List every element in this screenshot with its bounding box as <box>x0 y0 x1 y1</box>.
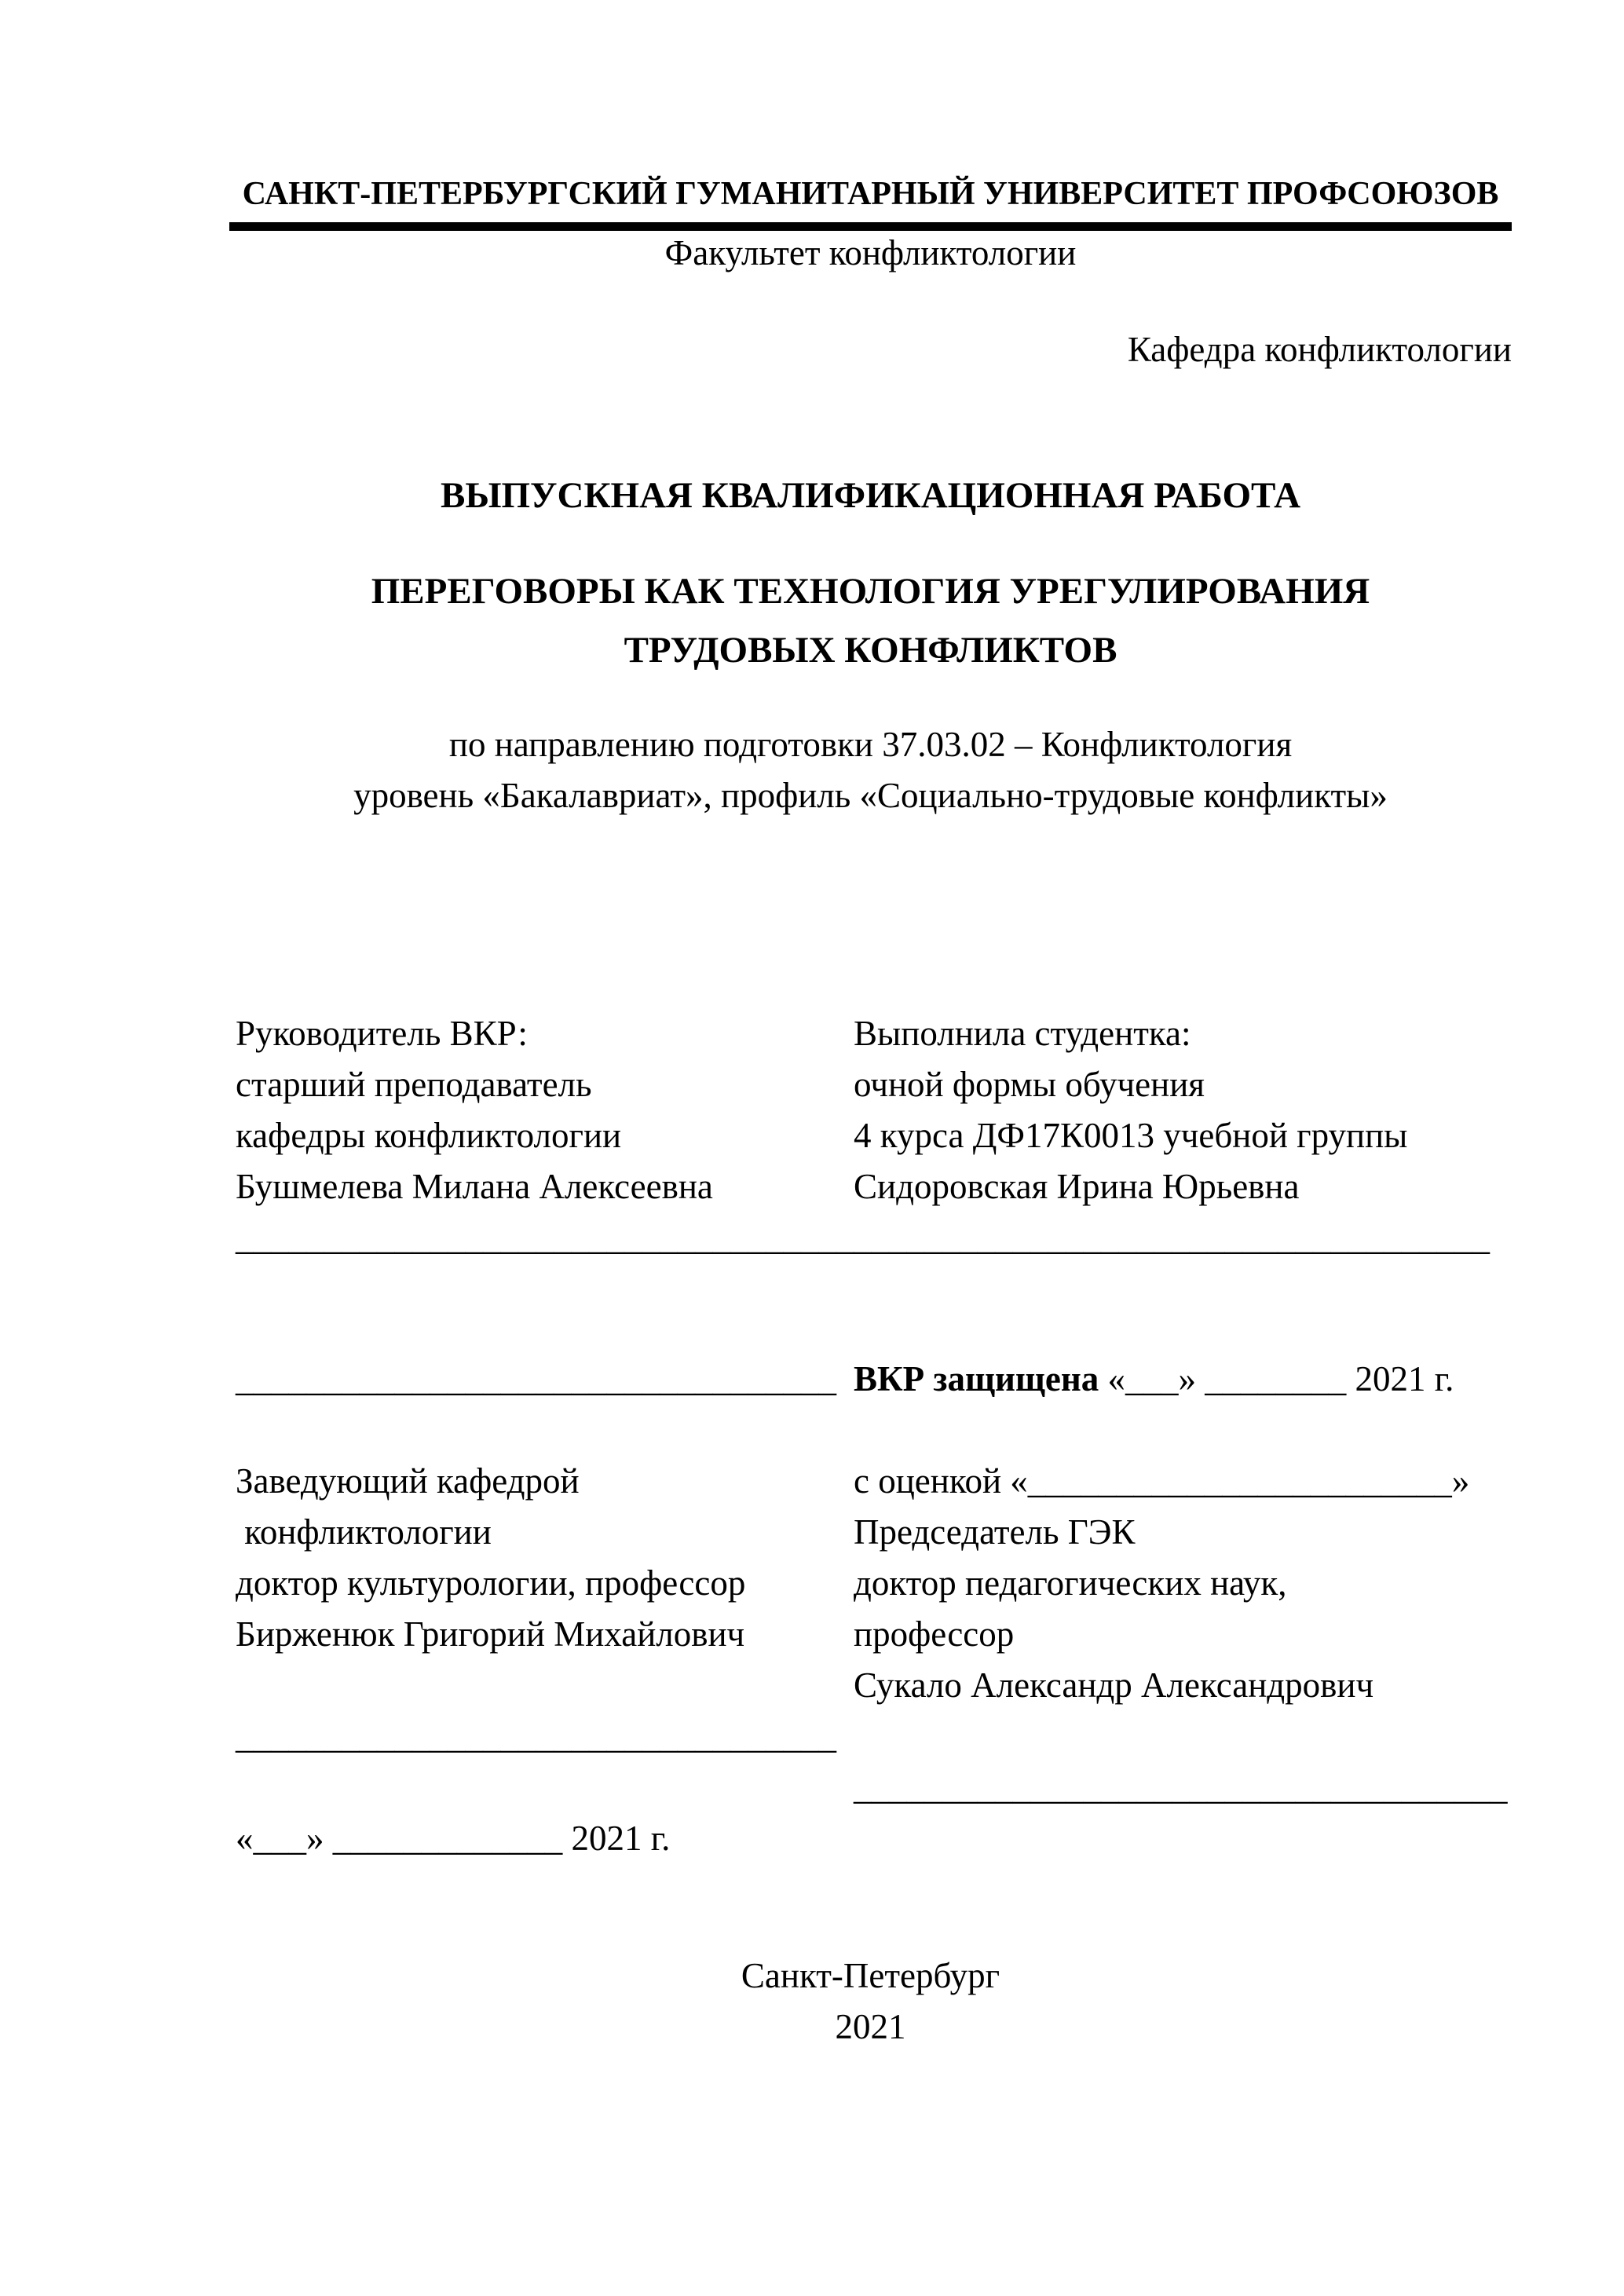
student-heading: Выполнила студентка: <box>854 1014 1191 1053</box>
supervisor-department-line: кафедры конфликтологии <box>236 1116 622 1155</box>
university-name: САНКТ-ПЕТЕРБУРГСКИЙ ГУМАНИТАРНЫЙ УНИВЕРСИТЕТ ПРОФСОЮЗОВ <box>242 176 1499 212</box>
student-form-line: очной формы обучения <box>854 1065 1205 1104</box>
student-group-line: 4 курса ДФ17К0013 учебной группы <box>854 1116 1408 1155</box>
defense-label: ВКР защищена <box>854 1359 1099 1398</box>
chairman-signature-line: _____________________________________ <box>854 1768 1508 1807</box>
defense-block <box>854 1354 1513 1813</box>
chairman-name: Сукало Александр Александрович <box>854 1665 1374 1705</box>
program-block <box>229 719 1512 821</box>
footer-year: 2021 <box>835 2007 906 2046</box>
thesis-title-line-2: ТРУДОВЫХ КОНФЛИКТОВ <box>624 630 1117 671</box>
supervisor-signature-line: ___________________________________ <box>236 1218 854 1257</box>
defense-status-line <box>854 1354 1513 1405</box>
chairman-heading: Председатель ГЭК <box>854 1512 1136 1552</box>
spacer <box>236 1660 864 1711</box>
supervisor-name: Бушмелева Милана Алексеевна <box>236 1167 713 1206</box>
spacer <box>854 1711 1513 1762</box>
head-heading: Заведующий кафедрой <box>236 1461 580 1501</box>
chairman-degree-line: доктор педагогических наук, <box>854 1563 1287 1603</box>
head-date-line: «___» _____________ 2021 г. <box>236 1819 671 1858</box>
chairman-title-line: профессор <box>854 1614 1015 1654</box>
supervisor-heading: Руководитель ВКР: <box>236 1014 528 1053</box>
department-name: Кафедра конфликтологии <box>1127 330 1512 369</box>
head-of-department-block <box>236 1354 864 1864</box>
defense-date-blank: «___» ________ 2021 г. <box>1099 1359 1454 1398</box>
student-name: Сидоровская Ирина Юрьевна <box>854 1167 1300 1206</box>
head-degree-line: доктор культурологии, профессор <box>236 1563 746 1603</box>
student-signature-line: ____________________________________ <box>854 1218 1490 1257</box>
head-signature-line-top: __________________________________ <box>236 1359 836 1398</box>
work-type-heading: ВЫПУСКНАЯ КВАЛИФИКАЦИОННАЯ РАБОТА <box>440 475 1301 516</box>
supervisor-block <box>236 1008 864 1263</box>
program-level-line: уровень «Бакалавриат», профиль «Социально-трудовые конфликты» <box>353 776 1388 815</box>
spacer <box>854 1405 1513 1456</box>
student-block <box>854 1008 1513 1263</box>
head-signature-line-bottom: __________________________________ <box>236 1717 836 1756</box>
footer-block <box>229 1951 1512 2053</box>
grade-line: с оценкой «________________________» <box>854 1461 1470 1501</box>
program-direction-line: по направлению подготовки 37.03.02 – Конфликтология <box>448 725 1293 764</box>
head-department-line: конфликтологии <box>236 1512 492 1552</box>
thesis-title-line-1: ПЕРЕГОВОРЫ КАК ТЕХНОЛОГИЯ УРЕГУЛИРОВАНИЯ <box>371 571 1370 612</box>
supervisor-position-line: старший преподаватель <box>236 1065 592 1104</box>
head-name: Бирженюк Григорий Михайлович <box>236 1614 745 1654</box>
spacer <box>236 1762 864 1813</box>
footer-city: Санкт-Петербург <box>741 1956 1000 1995</box>
spacer <box>236 1405 864 1456</box>
thesis-title <box>229 562 1512 680</box>
faculty-name: Факультет конфликтологии <box>664 233 1077 272</box>
